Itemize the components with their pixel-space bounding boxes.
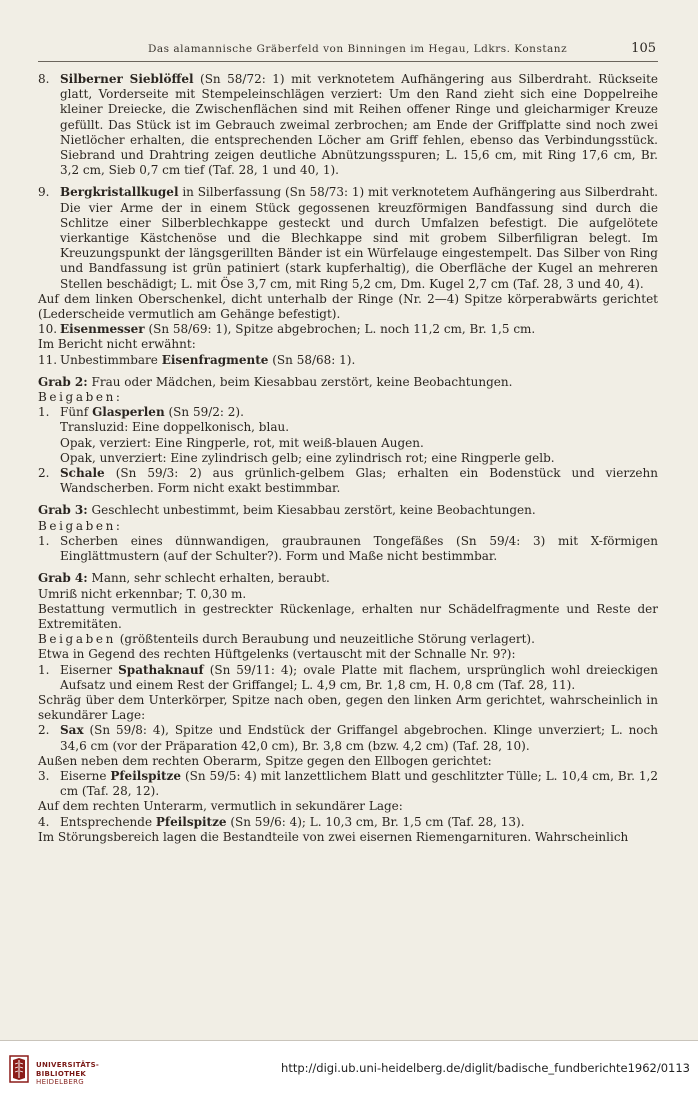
grab-4-item-1: 1. Eiserner Spathaknauf (Sn 59/11: 4); ovale Platte mit flachem, ursprünglich wohl dreieckigen Aufsatz und einem Rest der Griffangel; L. 4,9 cm, Br. 1,8 cm, H. 0,8 cm (Taf. 28, 11).: [38, 662, 658, 692]
grab-2-heading: Grab 2: Frau oder Mädchen, beim Kiesabbau zerstört, keine Beobachtungen.: [38, 374, 513, 389]
running-header: [38, 41, 658, 62]
grab-2-item-1-line: Transluzid: Eine doppelkonisch, blau.: [60, 420, 290, 435]
grab-2-item-2: 2. Schale (Sn 59/3: 2) aus grünlich-gelbem Glas; erhalten ein Bodenstück und vierzehn Wandscherben. Form nicht exakt bestimmbar.: [38, 466, 658, 496]
digitization-footer: [0, 1040, 698, 1102]
grab-4-item-3: 3. Eiserne Pfeilspitze (Sn 59/5: 4) mit lanzettlichem Blatt und geschlitzter Tülle; L. 10,4 cm, Br. 1,2 cm (Taf. 28, 12).: [38, 768, 658, 799]
entry-8: 8. Silberner Sieblöffel (Sn 58/72: 1) mit verknotetem Aufhängering aus Silberdraht. Rückseite glatt, Vorderseite mit Stempeleinschlägen verziert: Um den Rand zieht sich eine Doppelreihe kleiner Dreiecke, die Zwischenflächen sind mit Reihen offener Ringe und gleicharmiger Kreuze gefüllt. Das Stück ist im Gebrauch zweimal zerbrochen; am Ende der Griffplatte sind noch zwei Nietlöcher erhalten, die entsprechenden Löcher am Griff fehlen, ebenso das Verbindungsstück. Siebrand und Drahtring zeigen deutliche Abnützungsspuren; L. 15,6 cm, mit Ring 17,6 cm, Br. 3,2 cm, Sieb 0,7 cm tief (Taf. 28, 1 und 40, 1).: [38, 72, 658, 178]
grab-4-location-3: Außen neben dem rechten Oberarm, Spitze gegen den Ellbogen gerichtet:: [38, 753, 492, 768]
grab-3-beigaben: Beigaben:: [38, 518, 123, 533]
entry-11: 11. Unbestimmbare Eisenfragmente (Sn 58/68: 1).: [38, 352, 356, 367]
grab-2-item-1-line: Opak, verziert: Eine Ringperle, rot, mit weiß-blauen Augen.: [60, 435, 424, 450]
grab-4-beigaben: Beigaben (größtenteils durch Beraubung und neuzeitliche Störung verlagert).: [38, 632, 535, 647]
entry-9-name: Bergkristallkugel: [60, 185, 179, 200]
entry-10: 10. Eisenmesser (Sn 58/69: 1), Spitze abgebrochen; L. noch 11,2 cm, Br. 1,5 cm.: [38, 322, 536, 337]
grab-4-location-1: Etwa in Gegend des rechten Hüftgelenks (vertauscht mit der Schnalle Nr. 9?):: [38, 647, 516, 662]
grab-2-item-1-line: Opak, unverziert: Eine zylindrisch gelb; eine zylindrisch rot; eine Ringperle gelb.: [60, 450, 555, 465]
grab-4-heading: Grab 4: Mann, sehr schlecht erhalten, beraubt.: [38, 571, 330, 586]
university-library-logo-icon: [8, 1054, 30, 1084]
grab-4-item-4: 4. Entsprechende Pfeilspitze (Sn 59/6: 4); L. 10,3 cm, Br. 1,5 cm (Taf. 28, 13).: [38, 814, 525, 829]
grab-3-item-1: 1. Scherben eines dünnwandigen, graubraunen Tongefäßes (Sn 59/4: 3) mit X-förmigen Einglättmustern (auf der Schulter?). Form und Maße nicht bestimmbar.: [38, 533, 658, 564]
source-url-link[interactable]: http://digi.ub.uni-heidelberg.de/diglit/badische_fundberichte1962/0113: [281, 1061, 690, 1075]
entry-10-name: Eisenmesser: [60, 322, 145, 337]
grab-3-heading: Grab 3: Geschlecht unbestimmt, beim Kiesabbau zerstört, keine Beobachtungen.: [38, 503, 536, 518]
grab-4-outline: Umriß nicht erkennbar; T. 0,30 m.: [38, 586, 247, 601]
grab-4-location-2: Schräg über dem Unterkörper, Spitze nach oben, gegen den linken Arm gerichtet, wahrscheinlich in sekundärer Lage:: [38, 692, 658, 723]
note-thigh: Auf dem linken Oberschenkel, dicht unterhalb der Ringe (Nr. 2—4) Spitze körperabwärts gerichtet (Lederscheide vermutlich am Gehänge befestigt).: [38, 291, 658, 322]
note-report: Im Bericht nicht erwähnt:: [38, 337, 196, 352]
entry-8-name: Silberner Sieblöffel: [60, 72, 194, 86]
entry-11-name: Eisenfragmente: [161, 352, 269, 367]
entry-9: 9. Bergkristallkugel in Silberfassung (Sn 58/73: 1) mit verknotetem Aufhängering aus Silberdraht. Die vier Arme der in einem Stück gegossenen kreuzförmigen Bandfassung sind durch die Schlitze einer Silberblechkappe gesteckt und durch Umfalzen befestigt. Die aufgelötete vierkantige Kästchenöse und die Blechkappe sind mit grobem Silberfiligran belegt. Im Kreuzungspunkt der längsgerillten Bänder ist ein Würfelauge eingestempelt. Das Silber von Ring und Bandfassung ist grün patiniert (stark kupferhaltig), die Oberfläche der Kugel an mehreren Stellen beschädigt; L. mit Öse 3,7 cm, mit Ring 5,2 cm, Dm. Kugel 2,7 cm (Taf. 28, 3 und 40, 4).: [38, 185, 658, 291]
grab-4-location-4: Auf dem rechten Unterarm, vermutlich in sekundärer Lage:: [38, 799, 403, 814]
grab-4-burial: Bestattung vermutlich in gestreckter Rückenlage, erhalten nur Schädelfragmente und Reste der Extremitäten.: [38, 601, 658, 631]
page-content: [38, 72, 658, 845]
grab-4-item-2: 2. Sax (Sn 59/8: 4), Spitze und Endstück der Griffangel abgebrochen. Klinge unverziert; L. noch 34,6 cm (vor der Präparation 42,0 cm), Br. 3,8 cm (bzw. 4,2 cm) (Taf. 28, 10).: [38, 723, 658, 753]
page-number: 105: [631, 41, 656, 56]
running-title: Das alamannische Gräberfeld von Binningen im Hegau, Ldkrs. Konstanz: [148, 43, 568, 55]
library-name: UNIVERSITÄTS- BIBLIOTHEK HEIDELBERG: [36, 1061, 100, 1087]
grab-4-last-line: Im Störungsbereich lagen die Bestandteile von zwei eisernen Riemengarnituren. Wahrscheinlich: [38, 829, 629, 844]
grab-2-item-1: 1. Fünf Glasperlen (Sn 59/2: 2).: [38, 405, 244, 420]
grab-2-beigaben: Beigaben:: [38, 390, 123, 405]
